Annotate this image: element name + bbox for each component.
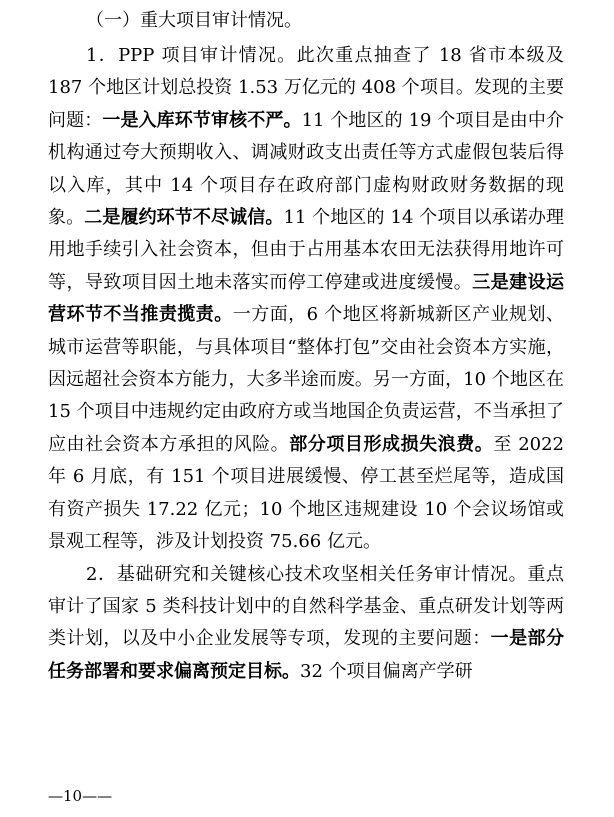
ppp-issue-two-heading: 二是履约环节不尽诚信。: [84, 207, 284, 229]
ppp-issue-one-text: 11 个地区的 19 个项目是由中介机构通过夸大预期收入、调减财政支出责任等方式虚假包装后得以入库，其中 14 个项目存在政府部门虚构财政财务数据的现象。: [48, 109, 565, 229]
research-issue-one-text: 32 个项目偏离产学研: [300, 660, 473, 682]
ppp-issue-one-heading: 一是入库环节审核不严。: [102, 109, 302, 131]
ppp-loss-heading: 部分项目形成损失浪费。: [289, 433, 494, 455]
section-heading: （一）重大项目审计情况。: [86, 10, 302, 31]
document-page: [48, 0, 564, 688]
ppp-issue-three-text: 一方面，6 个地区将新城新区产业规划、城市运营等职能，与具体项目“整体打包”交由社会资本方实施，因远超社会资本方能力，大多半途而废。另一方面，10 个地区在 15 个项目中违规约定由政府方或当地国企负责运营，不当承担了应由社会资本方承担的风险。: [48, 304, 564, 455]
ppp-issue-three-heading: 三是建设运营环节不当推责揽责。: [48, 271, 565, 326]
ppp-issue-two-text: 11 个地区的 14 个项目以承诺办理用地手续引入社会资本，但由于占用基本农田无法获得用地许可等，导致项目因土地未落实而停工停建或进度缓慢。: [48, 207, 565, 293]
ppp-loss-text: 至 2022 年 6 月底，有 151 个项目进展缓慢、停工甚至烂尾等，造成国有资产损失 17.22 亿元；10 个地区违规建设 10 个会议场馆或景观工程等，涉及计划投资 75.66 亿元。: [48, 433, 565, 553]
paragraph-ppp-audit: [48, 40, 564, 559]
research-intro-text: 2．基础研究和关键核心技术攻坚相关任务审计情况。重点审计了国家 5 类科技计划中的自然科学基金、重点研发计划等两类计划，以及中小企业发展等专项，发现的主要问题：: [48, 563, 564, 650]
paragraph-research-audit: [48, 559, 564, 689]
research-issue-one-heading: 一是部分任务部署和要求偏离预定目标。: [48, 628, 565, 682]
ppp-intro-text: 1．PPP 项目审计情况。此次重点抽查了 18 省市本级及 187 个地区计划总投资 1.53 万亿元的 408 个项目。发现的主要问题：: [48, 45, 564, 131]
page-number-footer: —10——: [48, 787, 113, 805]
